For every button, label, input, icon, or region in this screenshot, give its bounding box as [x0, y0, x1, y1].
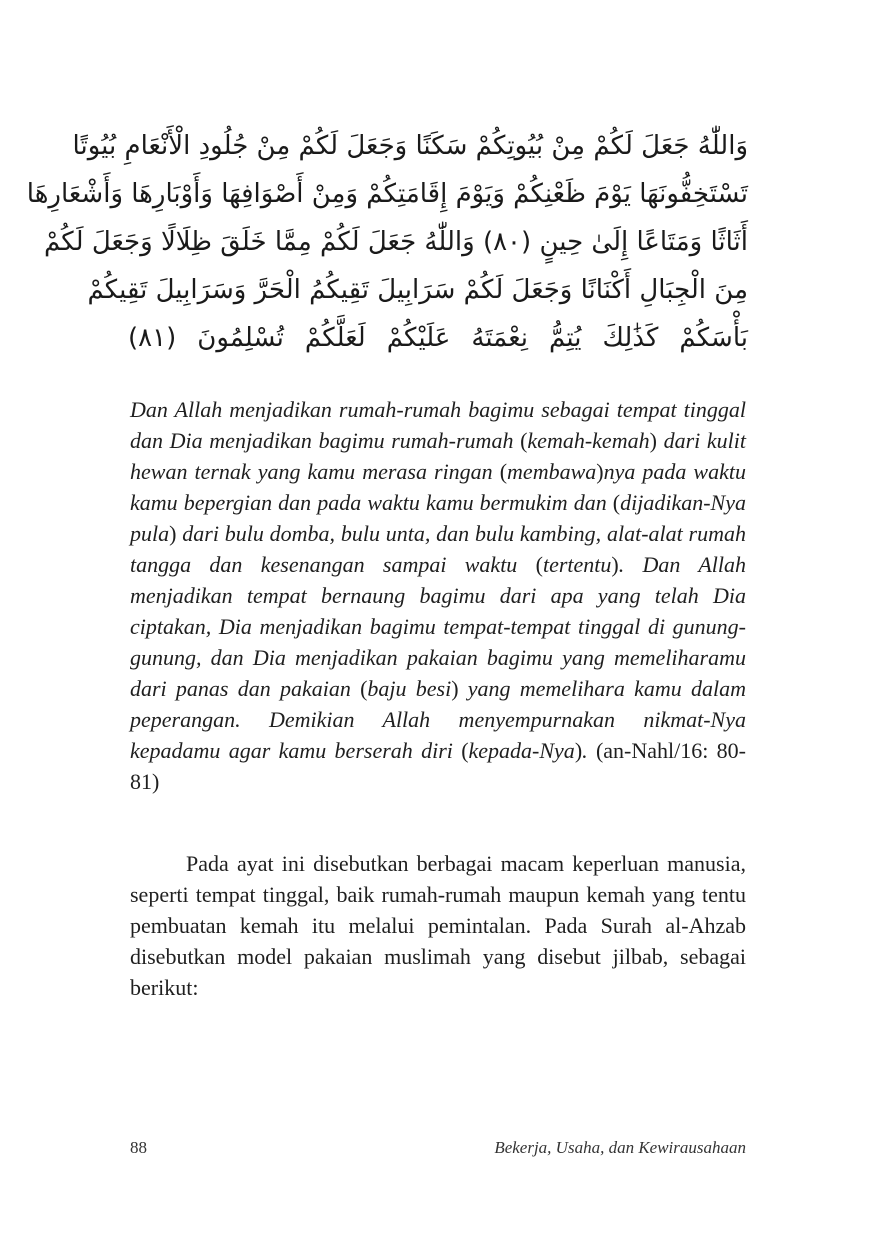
translation-text: kemah-kemah	[527, 428, 650, 453]
paren: )	[574, 738, 583, 763]
translation-text: membawa	[507, 459, 597, 484]
paren: )	[649, 428, 657, 453]
paren: )	[451, 676, 459, 701]
translation-text: dari bulu domba, bulu unta, dan bulu kambing, alat-alat rumah tangga dan kesenangan sampai waktu	[130, 521, 746, 577]
translation-text: . Dan Allah menjadikan tempat bernaung bagimu dari apa yang telah Dia ciptakan, Dia menjadikan bagimu tempat-tempat tinggal di gunung-gunung, dan Dia menjadikan pakaian bagimu yang memeliharamu dari panas dan pakaian	[130, 552, 746, 701]
book-title: Bekerja, Usaha, dan Kewirausahaan	[494, 1138, 746, 1157]
verse-translation	[130, 394, 746, 797]
verse-citation: (an-Nahl/16: 80-81)	[130, 738, 746, 794]
paren: (	[461, 738, 469, 763]
translation-text: dari kulit hewan ternak yang kamu merasa ringan	[130, 428, 746, 484]
page-number: 88	[130, 1138, 147, 1157]
arabic-verse	[26, 122, 748, 362]
paren: (	[360, 676, 368, 701]
arabic-line: وَاللّٰهُ جَعَلَ لَكُمْ مِنْ بُيُوتِكُمْ سَكَنًا وَجَعَلَ لَكُمْ مِنْ جُلُودِ الْأَنْعَامِ بُيُوتًا	[72, 131, 748, 161]
translation-text: tertentu	[542, 552, 612, 577]
arabic-line: بَأْسَكُمْ كَذَٰلِكَ يُتِمُّ نِعْمَتَهُ عَلَيْكُمْ لَعَلَّكُمْ تُسْلِمُونَ (٨١)	[128, 323, 748, 353]
paren: (	[535, 552, 543, 577]
body-paragraph: Pada ayat ini disebutkan berbagai macam keperluan manusia, seperti tempat tinggal, baik rumah-rumah maupun kemah yang tentu pembuatan kemah itu melalui pemintalan. Pada Surah al-Ahzab disebutkan model pakaian muslimah yang disebut jilbab, sebagai berikut:	[130, 851, 746, 1000]
translation-text: yang memelihara kamu dalam peperangan. Demikian Allah menyempurnakan nikmat-Nya kepadamu agar kamu berserah diri	[130, 676, 746, 763]
paren: (	[499, 459, 508, 484]
translation-text: Dan Allah menjadikan rumah-rumah bagimu sebagai tempat tinggal dan Dia menjadikan bagimu rumah-rumah	[130, 397, 746, 453]
paren: (	[520, 428, 528, 453]
arabic-line: مِنَ الْجِبَالِ أَكْنَانًا وَجَعَلَ لَكُمْ سَرَابِيلَ تَقِيكُمُ الْحَرَّ وَسَرَابِيلَ تَقِيكُمْ	[87, 275, 748, 305]
page-footer	[130, 1138, 746, 1158]
arabic-line: تَسْتَخِفُّونَهَا يَوْمَ ظَعْنِكُمْ وَيَوْمَ إِقَامَتِكُمْ وَمِنْ أَصْوَافِهَا وَأَوْبَارِهَا وَأَشْعَارِهَا	[26, 179, 748, 209]
arabic-line: أَثَاثًا وَمَتَاعًا إِلَىٰ حِينٍ (٨٠) وَاللّٰهُ جَعَلَ لَكُمْ مِمَّا خَلَقَ ظِلَالًا وَجَعَلَ لَكُمْ	[43, 227, 748, 257]
translation-text: baju besi	[367, 676, 452, 701]
translation-text: kepada-Nya	[468, 738, 575, 763]
paren: (	[612, 490, 621, 515]
paren: )	[611, 552, 619, 577]
paren: )	[169, 521, 177, 546]
translation-text: dijadikan-Nya pula	[130, 490, 746, 546]
paren: )	[596, 459, 604, 484]
translation-text: .	[582, 738, 596, 763]
translation-text: nya pada waktu kamu bepergian dan pada waktu kamu bermukim dan	[130, 459, 746, 515]
